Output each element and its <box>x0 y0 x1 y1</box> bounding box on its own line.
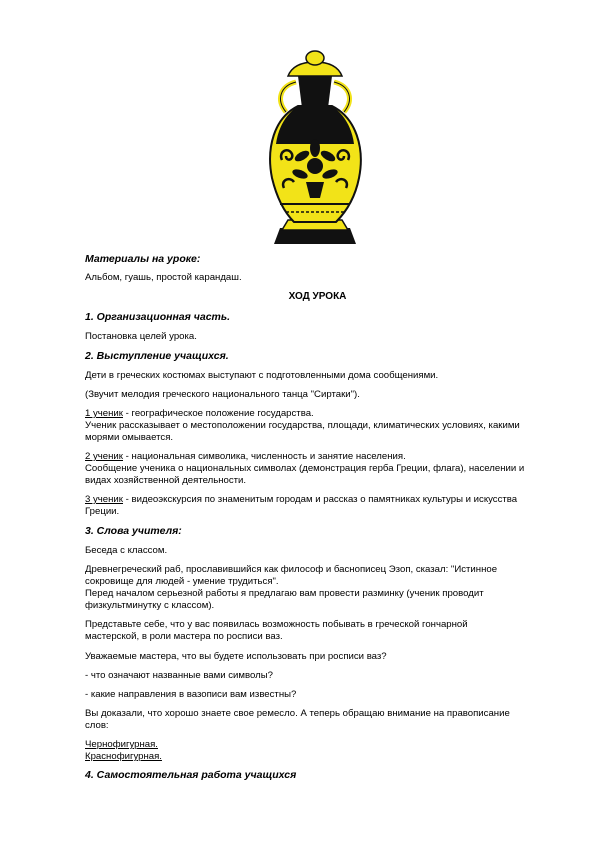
student-1-description-cont: морями омывается. <box>85 432 174 443</box>
warmup-line-2: физкультминутку с классом). <box>85 600 215 611</box>
aesop-quote-line-2: сокровище для людей - умение трудиться". <box>85 576 279 587</box>
aesop-quote-line-1: Древнегреческий раб, прославившийся как философ и баснописец Эзоп, сказал: "Истинное <box>85 564 498 575</box>
question-masters: Уважаемые мастера, что вы будете использовать при росписи ваз? <box>85 651 387 662</box>
section-4-heading: 4. Самостоятельная работа учащихся <box>85 769 297 781</box>
spelling-line-1: Вы доказали, что хорошо знаете свое ремесло. А теперь обращаю внимание на правописание <box>85 708 510 719</box>
lesson-title: ХОД УРОКА <box>288 291 347 302</box>
section-1-heading: 1. Организационная часть. <box>85 311 231 323</box>
student-2-description-cont: видах хозяйственной деятельности. <box>85 475 247 486</box>
word-red-figure <box>85 751 550 764</box>
student-2-description: Сообщение ученика о национальных символах (демонстрация герба Греции, флага), населении и <box>85 463 525 474</box>
imagine-line-1: Представьте себе, что у вас появилась возможность побывать в греческой гончарной <box>85 619 468 630</box>
imagine-line-2: мастерской, в роли мастера по росписи ваз. <box>85 631 283 642</box>
student-2-topic: - национальная символика, численность и занятие населения. <box>123 451 406 462</box>
student-1-label: 1 ученик <box>85 408 123 419</box>
student-3-topic: - видеоэкскурсия по знаменитым городам и рассказ о памятниках культуры и искусства <box>123 494 518 505</box>
section-3-heading: 3. Слова учителя: <box>85 525 182 537</box>
student-1-topic: - географическое положение государства. <box>123 408 314 419</box>
spelling-line-2: слов: <box>85 720 109 731</box>
section-2-music-note: (Звучит мелодия греческого национального танца "Сиртаки"). <box>85 389 360 400</box>
vase-neck <box>298 76 332 108</box>
student-3-description: Греции. <box>85 506 120 517</box>
materials-heading: Материалы на уроке: <box>85 253 201 265</box>
word-black-figure <box>85 739 550 752</box>
student-1-description: Ученик рассказывает о местоположении государства, площади, климатических условиях, какими <box>85 420 520 431</box>
section-2-paragraph: Дети в греческих костюмах выступают с подготовленными дома сообщениями. <box>85 370 439 381</box>
section-3-conversation: Беседа с классом. <box>85 545 168 556</box>
word-red-figure-text: Краснофигурная. <box>85 751 162 762</box>
student-2-label: 2 ученик <box>85 451 123 462</box>
student-3-label: 3 ученик <box>85 494 123 505</box>
student-2-line <box>85 451 550 464</box>
greek-vase-illustration <box>258 48 372 248</box>
materials-text: Альбом, гуашь, простой карандаш. <box>85 272 242 283</box>
student-1-line <box>85 408 550 421</box>
question-directions: - какие направления в вазописи вам известны? <box>85 689 297 700</box>
word-black-figure-text: Чернофигурная. <box>85 739 158 750</box>
warmup-line-1: Перед началом серьезной работы я предлагаю вам провести разминку (ученик проводит <box>85 588 484 599</box>
student-3-line <box>85 494 550 507</box>
question-symbols: - что означают названные вами символы? <box>85 670 273 681</box>
section-2-heading: 2. Выступление учащихся. <box>85 350 229 362</box>
section-1-text: Постановка целей урока. <box>85 331 197 342</box>
